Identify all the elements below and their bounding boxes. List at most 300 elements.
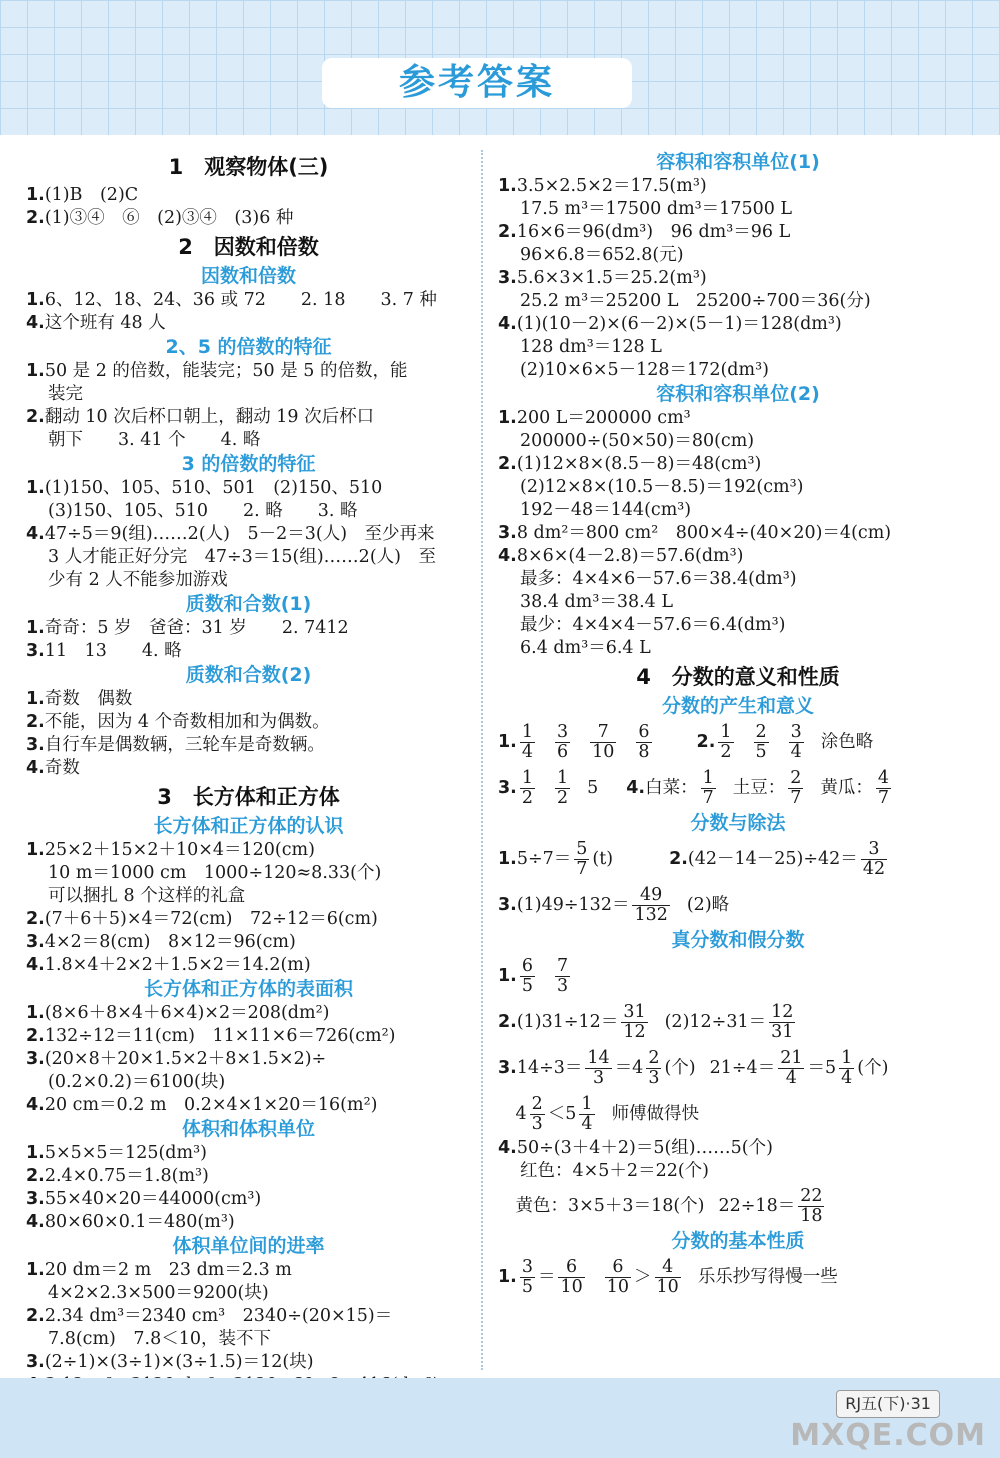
section-heading: 因数和倍数 — [200, 265, 296, 287]
answer-text: 5 — [587, 778, 599, 798]
answer-line — [26, 640, 471, 663]
question-number: 2. — [696, 732, 716, 752]
question-number: 2. — [26, 712, 45, 732]
denominator: 7 — [702, 788, 714, 808]
denominator: 4 — [841, 1068, 853, 1088]
numerator: 1 — [556, 768, 569, 788]
fraction-line — [498, 719, 978, 765]
fraction — [520, 1258, 535, 1297]
denominator: 3 — [648, 1068, 660, 1088]
answer-text: ＞ — [634, 1267, 652, 1287]
answer-text: (个) — [664, 1058, 696, 1078]
denominator: 4 — [785, 1068, 797, 1088]
answer-line — [498, 453, 978, 476]
answer-line — [26, 289, 471, 312]
answer-text: 4×2＝8(cm) 8×12＝96(cm) — [44, 932, 296, 952]
numerator: 49 — [632, 886, 669, 906]
numerator: 1 — [720, 722, 732, 742]
section-heading: 分数的基本性质 — [671, 1230, 805, 1252]
fraction-line — [498, 1045, 978, 1091]
numerator: 21 — [780, 1048, 803, 1068]
answer-text: 黄色：3×5＋3＝18(个) — [498, 1196, 705, 1216]
fraction-line — [498, 836, 978, 882]
answer-text: (1)③④ ⑥ (2)③④ (3)6 种 — [44, 208, 294, 228]
question-number: 2. — [26, 1166, 45, 1186]
answer-line — [26, 360, 471, 383]
answer-text: ＜5 — [547, 1104, 577, 1124]
numerator: 7 — [556, 956, 569, 976]
question-number: 3. — [26, 1352, 45, 1372]
question-number: 1. — [26, 290, 45, 310]
question-number: 1. — [26, 689, 45, 709]
answer-line — [498, 1137, 978, 1160]
answer-continuation: (3)150、105、510 2. 略 3. 略 — [48, 501, 358, 521]
fraction — [646, 1049, 661, 1088]
answer-text: 4 — [498, 1104, 527, 1124]
answer-text: (2)略 — [686, 895, 730, 915]
fraction — [754, 723, 769, 762]
answer-continuation: 4×2×2.3×500＝9200(块) — [48, 1283, 269, 1303]
numerator: 6 — [605, 1258, 631, 1278]
left-column — [26, 150, 471, 1397]
question-number: 1. — [26, 361, 45, 381]
numerator: 6 — [558, 1258, 584, 1278]
numerator: 3 — [521, 1257, 533, 1277]
answer-text: (1)49÷132＝ — [516, 895, 630, 915]
question-number: 2. — [669, 849, 688, 869]
numerator: 2 — [790, 768, 802, 788]
answer-continuation: 96×6.8＝652.8(元) — [520, 245, 684, 265]
answer-text: 翻动 10 次后杯口朝上，翻动 19 次后杯口 — [44, 407, 375, 427]
question-number: 4. — [626, 778, 646, 798]
fraction-line — [498, 1091, 978, 1137]
fraction — [621, 1003, 647, 1042]
answer-text: (7＋6＋5)×4＝72(cm) 72÷12＝6(cm) — [44, 909, 378, 929]
section-heading: 体积和体积单位 — [181, 1118, 315, 1140]
answer-continuation: 25.2 m³＝25200 L 25200÷700＝36(分) — [520, 291, 871, 311]
fraction — [718, 723, 733, 762]
answer-text: 8 dm²＝800 cm² 800×4÷(40×20)＝4(cm) — [516, 523, 892, 543]
section-heading: 分数与除法 — [690, 812, 786, 834]
answer-text: ＝ — [537, 1267, 556, 1287]
question-number: 2. — [498, 1012, 517, 1032]
answer-line — [26, 1211, 471, 1234]
question-number: 1. — [26, 1003, 45, 1023]
fraction-line — [498, 999, 978, 1045]
section-heading: 3 的倍数的特征 — [181, 453, 316, 475]
answer-line — [26, 312, 471, 335]
fraction — [520, 723, 535, 762]
question-number: 4. — [498, 546, 517, 566]
fraction — [590, 723, 616, 762]
fraction — [574, 840, 589, 879]
question-number: 3. — [498, 778, 517, 798]
answer-text: 涂色略 — [820, 732, 874, 752]
denominator: 3 — [592, 1068, 605, 1088]
answer-text: 1.8×4＋2×2＋1.5×2＝14.2(m) — [44, 955, 311, 975]
denominator: 5 — [521, 1277, 533, 1297]
denominator: 10 — [592, 742, 615, 762]
answer-line — [26, 406, 471, 429]
answer-line — [26, 1305, 471, 1328]
answer-text: 师傅做得快 — [611, 1104, 700, 1124]
fraction — [530, 1095, 545, 1134]
answer-continuation: 朝下 3. 41 个 4. 略 — [48, 430, 261, 450]
fraction — [701, 769, 716, 808]
question-number: 1. — [498, 966, 517, 986]
question-number: 2. — [26, 1306, 45, 1326]
answer-text: 5×5×5＝125(dm³) — [44, 1143, 207, 1163]
question-number: 3. — [498, 523, 517, 543]
answer-text: (1)31÷12＝ — [516, 1012, 619, 1032]
answer-text: 自行车是偶数辆，三轮车是奇数辆。 — [44, 735, 325, 755]
question-number: 1. — [26, 1143, 45, 1163]
answer-text: 乐乐抄写得慢一些 — [697, 1267, 838, 1287]
question-number: 2. — [26, 407, 45, 427]
fraction — [520, 957, 535, 996]
page-number-tag: RJ五(下)·31 — [836, 1390, 940, 1418]
answer-text: 5÷7＝ — [516, 849, 572, 869]
question-number: 4. — [26, 758, 45, 778]
question-number: 4. — [498, 314, 517, 334]
answer-line — [498, 522, 978, 545]
numerator: 22 — [800, 1186, 823, 1206]
answer-text: 5.6×3×1.5＝25.2(m³) — [516, 268, 707, 288]
denominator: 2 — [720, 742, 732, 762]
question-number: 1. — [26, 1260, 45, 1280]
answer-continuation: 红色：4×5＋2＝22(个) — [520, 1161, 709, 1181]
question-number: 4. — [26, 955, 45, 975]
question-number: 2. — [498, 222, 517, 242]
denominator: 31 — [771, 1022, 794, 1042]
answer-text: 132÷12＝11(cm) 11×11×6＝726(cm²) — [44, 1026, 396, 1046]
answer-continuation: 最多：4×4×6－57.6＝38.4(dm³) — [520, 569, 797, 589]
numerator: 3 — [861, 840, 887, 860]
chapter-heading: 1 观察物体(三) — [168, 155, 329, 179]
fraction — [585, 1049, 611, 1088]
section-heading: 体积单位间的进率 — [172, 1235, 325, 1257]
answer-line — [26, 1094, 471, 1117]
denominator: 7 — [576, 859, 588, 879]
answer-line — [26, 1142, 471, 1165]
fraction — [558, 1258, 584, 1297]
question-number: 1. — [498, 176, 517, 196]
answer-line — [498, 313, 978, 336]
question-number: 4. — [26, 1095, 45, 1115]
question-number: 3. — [498, 895, 517, 915]
answer-text: (2÷1)×(3÷1)×(3÷1.5)＝12(块) — [44, 1352, 314, 1372]
numerator: 7 — [590, 723, 616, 743]
denominator: 7 — [877, 788, 889, 808]
answer-line — [498, 545, 978, 568]
question-number: 2. — [26, 1026, 45, 1046]
answer-text: 黄瓜： — [820, 778, 873, 798]
right-column — [498, 150, 978, 1300]
numerator: 2 — [648, 1048, 660, 1068]
answer-text: 3.5×2.5×2＝17.5(m³) — [516, 176, 707, 196]
column-divider — [481, 150, 483, 1370]
page-title: 参考答案 — [322, 58, 632, 108]
numerator: 14 — [587, 1048, 610, 1068]
denominator: 10 — [606, 1277, 630, 1297]
denominator: 10 — [560, 1277, 583, 1297]
answer-continuation: 38.4 dm³＝38.4 L — [520, 592, 673, 612]
answer-line — [26, 617, 471, 640]
numerator: 3 — [790, 722, 802, 742]
answer-text: (1)12×8×(8.5－8)＝48(cm³) — [516, 454, 762, 474]
fraction — [798, 1187, 824, 1226]
fraction — [555, 723, 570, 762]
fraction — [789, 723, 804, 762]
answer-line — [498, 407, 978, 430]
answer-line — [26, 1165, 471, 1188]
answer-line — [26, 734, 471, 757]
answer-line — [26, 1002, 471, 1025]
answer-continuation: (0.2×0.2)＝6100(块) — [48, 1072, 226, 1092]
answer-text: (1)(10－2)×(6－2)×(5－1)＝128(dm³) — [516, 314, 842, 334]
answer-text: 20 cm＝0.2 m 0.2×4×1×20＝16(m²) — [44, 1095, 378, 1115]
fraction — [555, 957, 570, 996]
question-number: 3. — [26, 1049, 45, 1069]
answer-text: 奇奇：5 岁 爸爸：31 岁 2. 7412 — [44, 618, 349, 638]
question-number: 4. — [26, 313, 45, 333]
answer-continuation: 可以捆扎 8 个这样的礼盒 — [48, 886, 246, 906]
fraction — [636, 723, 651, 762]
section-heading: 分数的产生和意义 — [661, 695, 814, 717]
question-number: 1. — [26, 478, 45, 498]
question-number: 1. — [498, 1267, 517, 1287]
answer-text: 奇数 — [44, 758, 80, 778]
fraction — [788, 769, 803, 808]
answer-continuation: 3 人才能正好分完 47÷3＝15(组)……2(人) 至 — [48, 547, 436, 567]
question-number: 2. — [26, 208, 45, 228]
answer-line — [26, 1048, 471, 1071]
answer-text: 这个班有 48 人 — [44, 313, 166, 333]
answer-continuation: 192－48＝144(cm³) — [520, 500, 692, 520]
question-number: 4. — [26, 1212, 45, 1232]
section-heading: 长方体和正方体的表面积 — [143, 978, 353, 1000]
fraction — [876, 769, 891, 808]
numerator: 12 — [771, 1002, 794, 1022]
answer-text: 白菜： — [645, 778, 698, 798]
answer-line — [26, 908, 471, 931]
section-heading: 容积和容积单位(2) — [656, 383, 820, 405]
section-heading: 质数和合数(1) — [185, 593, 312, 615]
answer-continuation: 7.8(cm) 7.8＜10，装不下 — [48, 1329, 271, 1349]
answer-text: 8×6×(4－2.8)＝57.6(dm³) — [516, 546, 744, 566]
denominator: 2 — [521, 788, 533, 808]
answer-line — [26, 839, 471, 862]
numerator: 31 — [623, 1002, 646, 1022]
answer-line — [26, 184, 471, 207]
answer-line — [26, 523, 471, 546]
answer-text: 25×2＋15×2＋10×4＝120(cm) — [44, 840, 315, 860]
answer-text: 47÷5＝9(组)……2(人) 5－2＝3(人) 至少再来 — [44, 524, 435, 544]
answer-line — [498, 221, 978, 244]
fraction — [655, 1258, 681, 1297]
numerator: 4 — [655, 1258, 681, 1278]
numerator: 5 — [576, 839, 588, 859]
denominator: 5 — [521, 976, 533, 996]
numerator: 1 — [581, 1094, 593, 1114]
numerator: 4 — [877, 768, 889, 788]
fraction — [778, 1049, 804, 1088]
answer-text: (1)150、105、510、501 (2)150、510 — [44, 478, 383, 498]
answer-line — [26, 688, 471, 711]
answer-text: 6、12、18、24、36 或 72 2. 18 3. 7 种 — [44, 290, 437, 310]
denominator: 4 — [581, 1114, 593, 1134]
chapter-heading: 4 分数的意义和性质 — [636, 665, 840, 689]
answer-line — [26, 1351, 471, 1374]
answer-text: 14÷3＝ — [516, 1058, 583, 1078]
answer-text: 50 是 2 的倍数，能装完；50 是 5 的倍数，能 — [44, 361, 408, 381]
answer-text: 不能，因为 4 个奇数相加和为偶数。 — [44, 712, 330, 732]
fraction-line — [498, 765, 978, 811]
question-number: 2. — [498, 454, 517, 474]
question-number: 1. — [26, 185, 45, 205]
answer-continuation: 128 dm³＝128 L — [520, 337, 662, 357]
question-number: 2. — [26, 909, 45, 929]
denominator: 2 — [556, 788, 569, 808]
denominator: 4 — [521, 742, 533, 762]
numerator: 2 — [755, 722, 767, 742]
fraction — [555, 769, 570, 808]
denominator: 10 — [656, 1277, 679, 1297]
numerator: 3 — [556, 722, 569, 742]
fraction — [579, 1095, 594, 1134]
numerator: 1 — [702, 768, 714, 788]
answer-continuation: 装完 — [48, 384, 83, 404]
answer-continuation: 少有 2 人不能参加游戏 — [48, 570, 228, 590]
answer-continuation: 最少：4×4×4－57.6＝6.4(dm³) — [520, 615, 786, 635]
answer-line — [498, 175, 978, 198]
answer-text: ＝4 — [614, 1058, 644, 1078]
answer-text: 土豆： — [732, 778, 786, 798]
answer-text: 80×60×0.1＝480(m³) — [44, 1212, 235, 1232]
fraction-line — [498, 1254, 978, 1300]
question-number: 1. — [498, 849, 517, 869]
denominator: 18 — [800, 1206, 823, 1226]
answer-text: (2)12÷31＝ — [664, 1012, 767, 1032]
answer-line — [26, 931, 471, 954]
fraction — [605, 1258, 631, 1297]
question-number: 3. — [26, 932, 45, 952]
question-number: 3. — [26, 641, 45, 661]
denominator: 12 — [623, 1022, 646, 1042]
fraction — [861, 840, 887, 879]
section-heading: 2、5 的倍数的特征 — [165, 336, 332, 358]
question-number: 3. — [498, 268, 517, 288]
answer-continuation: 10 m＝1000 cm 1000÷120≈8.33(个) — [48, 863, 382, 883]
question-number: 3. — [498, 1058, 517, 1078]
header-grid — [0, 0, 1000, 135]
answer-line — [26, 757, 471, 780]
question-number: 3. — [26, 1189, 45, 1209]
answer-text: 50÷(3＋4＋2)＝5(组)……5(个) — [516, 1138, 773, 1158]
question-number: 1. — [26, 840, 45, 860]
answer-text: 16×6＝96(dm³) 96 dm³＝96 L — [516, 222, 791, 242]
denominator: 4 — [790, 742, 802, 762]
answer-line — [26, 477, 471, 500]
denominator: 7 — [790, 788, 802, 808]
denominator: 132 — [634, 905, 668, 925]
question-number: 3. — [26, 735, 45, 755]
answer-text: 55×40×20＝44000(cm³) — [44, 1189, 262, 1209]
question-number: 4. — [26, 524, 45, 544]
answer-continuation: (2)12×8×(10.5－8.5)＝192(cm³) — [520, 477, 804, 497]
denominator: 8 — [638, 742, 650, 762]
answer-text: ＝5 — [807, 1058, 837, 1078]
answer-text: (42－14－25)÷42＝ — [687, 849, 858, 869]
question-number: 1. — [498, 732, 517, 752]
answer-text: (8×6＋8×4＋6×4)×2＝208(dm²) — [44, 1003, 330, 1023]
fraction-line — [498, 953, 978, 999]
answer-line — [26, 207, 471, 230]
answer-text: (t) — [592, 849, 614, 869]
answer-text: 200 L＝200000 cm³ — [516, 408, 691, 428]
chapter-heading: 2 因数和倍数 — [178, 235, 319, 259]
denominator: 42 — [862, 859, 886, 879]
answer-text: 11 13 4. 略 — [44, 641, 182, 661]
numerator: 1 — [521, 722, 533, 742]
denominator: 6 — [556, 742, 569, 762]
footer-band — [0, 1378, 1000, 1458]
answer-continuation: 17.5 m³＝17500 dm³＝17500 L — [520, 199, 793, 219]
numerator: 1 — [521, 768, 533, 788]
fraction — [839, 1049, 854, 1088]
answer-line — [498, 267, 978, 290]
fraction — [520, 769, 535, 808]
answer-line — [26, 1025, 471, 1048]
answer-text: 20 dm＝2 m 23 dm＝2.3 m — [44, 1260, 292, 1280]
denominator: 3 — [556, 976, 569, 996]
numerator: 6 — [638, 722, 650, 742]
question-number: 4. — [498, 1138, 517, 1158]
question-number: 1. — [26, 618, 45, 638]
answer-continuation: 200000÷(50×50)＝80(cm) — [520, 431, 755, 451]
chapter-heading: 3 长方体和正方体 — [157, 785, 340, 809]
fraction — [632, 886, 669, 925]
fraction — [769, 1003, 795, 1042]
answer-text: (1)B (2)C — [44, 185, 139, 205]
denominator: 3 — [531, 1114, 543, 1134]
answer-line — [26, 1188, 471, 1211]
section-heading: 容积和容积单位(1) — [656, 151, 820, 173]
answer-line — [26, 954, 471, 977]
answer-line — [26, 1259, 471, 1282]
answer-text: 22÷18＝ — [718, 1196, 796, 1216]
numerator: 2 — [531, 1094, 543, 1114]
numerator: 6 — [521, 956, 533, 976]
section-heading: 长方体和正方体的认识 — [153, 815, 344, 837]
section-heading: 质数和合数(2) — [185, 664, 312, 686]
answer-text: 21÷4＝ — [709, 1058, 776, 1078]
watermark: MXQE.COM — [790, 1418, 986, 1453]
answer-text: (个) — [857, 1058, 889, 1078]
section-heading: 真分数和假分数 — [671, 929, 805, 951]
fraction-line — [498, 882, 978, 928]
answer-text: 2.4×0.75＝1.8(m³) — [44, 1166, 209, 1186]
answer-line — [26, 711, 471, 734]
denominator: 5 — [755, 742, 767, 762]
answer-text: 奇数 偶数 — [44, 689, 133, 709]
answer-continuation: 6.4 dm³＝6.4 L — [520, 638, 651, 658]
answer-continuation: (2)10×6×5－128＝172(dm³) — [520, 360, 769, 380]
numerator: 1 — [841, 1048, 853, 1068]
answer-text: (20×8＋20×1.5×2＋8×1.5×2)÷ — [44, 1049, 327, 1069]
answer-text: 2.34 dm³＝2340 cm³ 2340÷(20×15)＝ — [44, 1306, 393, 1326]
question-number: 1. — [498, 408, 517, 428]
